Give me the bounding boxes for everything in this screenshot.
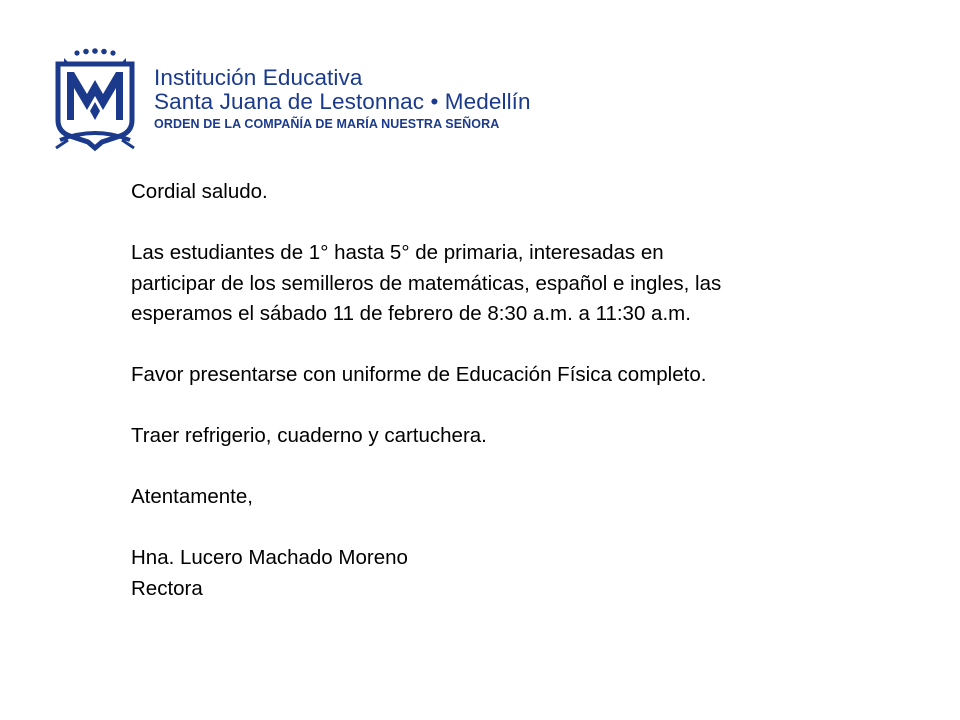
supplies-note: Traer refrigerio, cuaderno y cartuchera. xyxy=(131,424,487,447)
institution-line-1: Institución Educativa xyxy=(154,65,363,90)
letter-body xyxy=(131,177,891,604)
body-line: Las estudiantes de 1° hasta 5° de primaria, interesadas en xyxy=(131,241,664,264)
institution-header xyxy=(50,48,610,158)
body-line: participar de los semilleros de matemáticas, español e ingles, las xyxy=(131,271,722,295)
uniform-note: Favor presentarse con uniforme de Educación Física completo. xyxy=(131,363,707,386)
institution-name xyxy=(154,66,531,132)
institution-crest-icon xyxy=(50,48,140,154)
greeting: Cordial saludo. xyxy=(131,180,268,203)
institution-order-line: ORDEN DE LA COMPAÑÍA DE MARÍA NUESTRA SEÑORA xyxy=(154,117,500,131)
signer-name: Hna. Lucero Machado Moreno xyxy=(131,546,408,569)
body-line: esperamos el sábado 11 de febrero de 8:30 a.m. a 11:30 a.m. xyxy=(131,302,691,325)
signer-title: Rectora xyxy=(131,576,203,600)
closing: Atentamente, xyxy=(131,485,253,508)
institution-line-2: Santa Juana de Lestonnac • Medellín xyxy=(154,89,531,114)
